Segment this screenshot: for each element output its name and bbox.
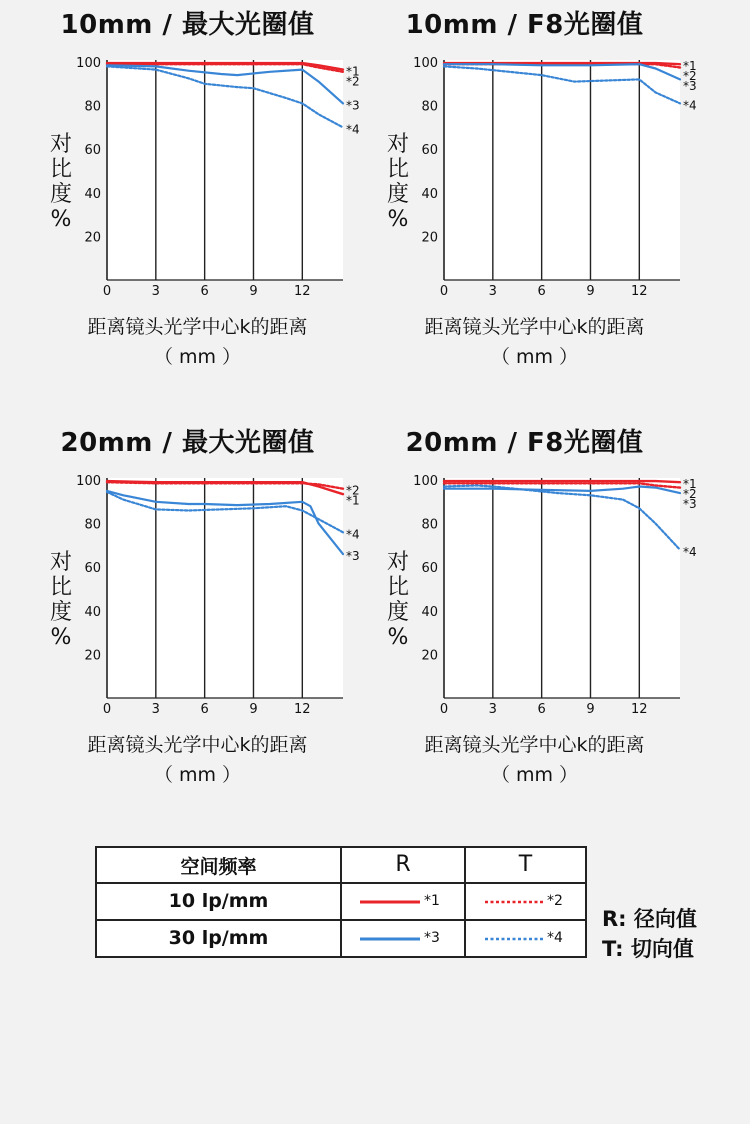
series-end-label: *1	[346, 493, 360, 508]
legend-table	[95, 846, 587, 958]
legend-label: *4	[547, 930, 563, 946]
y-axis-label-char: %	[387, 625, 409, 650]
y-tick-label: 20	[421, 230, 438, 246]
x-tick-label: 9	[249, 284, 258, 299]
chart-panel-1	[0, 0, 375, 400]
x-axis-unit: （ mm ）	[490, 346, 579, 368]
x-axis-unit: （ mm ）	[153, 346, 242, 368]
x-axis-label: 距离镜头光学中心k的距离	[424, 316, 645, 338]
tangential-note: T: 切向值	[602, 937, 694, 961]
y-tick-label: 20	[84, 230, 101, 246]
series-end-label: *4	[346, 527, 360, 542]
legend-row-freq: 30 lp/mm	[168, 927, 269, 949]
series-end-label: *1	[346, 64, 360, 79]
legend-label: *1	[424, 893, 440, 909]
series-end-label: *3	[683, 79, 697, 94]
y-axis-label-char: 对	[49, 132, 72, 157]
y-axis-label	[385, 132, 411, 232]
y-tick-label: 20	[421, 648, 438, 664]
x-tick-label: 6	[200, 702, 209, 717]
y-tick-label: 80	[84, 99, 101, 115]
y-tick-label: 60	[421, 143, 438, 159]
y-axis-label-char: %	[387, 207, 409, 232]
y-tick-label: 40	[84, 186, 101, 202]
y-axis-label-char: 对	[386, 132, 409, 157]
series-end-label: *4	[346, 122, 360, 137]
y-tick-label: 100	[76, 474, 101, 489]
y-axis-label-char: 比	[49, 157, 72, 182]
x-axis-label: 距离镜头光学中心k的距离	[87, 316, 308, 338]
x-tick-label: 9	[586, 702, 595, 717]
y-axis-label-char: 比	[49, 575, 72, 600]
legend-row-freq: 10 lp/mm	[168, 890, 269, 912]
y-axis-label-char: 对	[386, 550, 409, 575]
plot-area	[107, 60, 343, 280]
series-end-label: *1	[683, 59, 697, 74]
x-tick-label: 9	[249, 702, 258, 717]
x-tick-label: 12	[294, 284, 311, 299]
series-end-label: *2	[683, 487, 697, 502]
y-axis-label-char: 度	[386, 182, 409, 207]
x-tick-label: 0	[439, 284, 449, 299]
x-tick-label: 6	[537, 702, 546, 717]
series-end-label: *2	[346, 483, 360, 498]
chart-title: 20mm / 最大光圈值	[60, 428, 315, 458]
chart-panel-2	[337, 0, 712, 400]
x-axis-unit: （ mm ）	[490, 764, 579, 786]
x-tick-label: 0	[102, 702, 112, 717]
y-tick-label: 20	[84, 648, 101, 664]
x-tick-label: 3	[488, 702, 497, 717]
x-tick-label: 3	[488, 284, 497, 299]
y-tick-label: 60	[84, 143, 101, 159]
y-tick-label: 80	[421, 517, 438, 533]
x-tick-label: 0	[102, 284, 112, 299]
y-axis-label-char: 对	[49, 550, 72, 575]
plot-area	[107, 478, 343, 698]
series-end-label: *2	[683, 69, 697, 84]
y-axis-label	[48, 132, 74, 232]
series-end-label: *2	[346, 74, 360, 89]
x-tick-label: 12	[631, 702, 648, 717]
y-axis-label-char: 比	[386, 575, 409, 600]
chart-panel-3	[0, 418, 375, 818]
series-end-label: *3	[346, 98, 360, 113]
y-axis-label-char: 比	[386, 157, 409, 182]
legend-header-r: R	[395, 852, 411, 877]
y-axis-label-char: %	[50, 207, 72, 232]
plot-area	[444, 60, 680, 280]
chart-title: 20mm / F8光圈值	[405, 428, 644, 458]
y-tick-label: 80	[421, 99, 438, 115]
y-axis-label-char: 度	[386, 600, 409, 625]
legend-label: *3	[424, 930, 440, 946]
y-tick-label: 100	[413, 474, 438, 489]
x-axis-label: 距离镜头光学中心k的距离	[424, 734, 645, 756]
x-axis-unit: （ mm ）	[153, 764, 242, 786]
x-tick-label: 6	[200, 284, 209, 299]
series-end-label: *3	[683, 497, 697, 512]
y-tick-label: 80	[84, 517, 101, 533]
y-axis-label	[385, 550, 411, 650]
x-axis-label: 距离镜头光学中心k的距离	[87, 734, 308, 756]
series-end-label: *4	[683, 98, 697, 113]
x-tick-label: 3	[151, 702, 160, 717]
legend-header-freq: 空间频率	[180, 856, 257, 878]
y-tick-label: 100	[76, 56, 101, 71]
y-axis-label-char: %	[50, 625, 72, 650]
series-end-label: *1	[683, 477, 697, 492]
legend-header-t: T	[518, 852, 533, 877]
y-tick-label: 40	[84, 604, 101, 620]
radial-note: R: 径向值	[602, 907, 697, 931]
y-tick-label: 40	[421, 604, 438, 620]
y-tick-label: 60	[421, 561, 438, 577]
plot-area	[444, 478, 680, 698]
series-end-label: *4	[683, 544, 697, 559]
y-tick-label: 60	[84, 561, 101, 577]
chart-panel-4	[337, 418, 712, 818]
x-tick-label: 6	[537, 284, 546, 299]
y-axis-label-char: 度	[49, 600, 72, 625]
series-end-label: *3	[346, 549, 360, 564]
chart-title: 10mm / F8光圈值	[405, 10, 644, 40]
x-tick-label: 12	[631, 284, 648, 299]
y-axis-label-char: 度	[49, 182, 72, 207]
y-tick-label: 40	[421, 186, 438, 202]
x-tick-label: 0	[439, 702, 449, 717]
x-tick-label: 12	[294, 702, 311, 717]
series-line-1	[444, 481, 680, 482]
legend-label: *2	[547, 893, 563, 909]
y-axis-label	[48, 550, 74, 650]
y-tick-label: 100	[413, 56, 438, 71]
x-tick-label: 3	[151, 284, 160, 299]
chart-title: 10mm / 最大光圈值	[60, 10, 315, 40]
x-tick-label: 9	[586, 284, 595, 299]
